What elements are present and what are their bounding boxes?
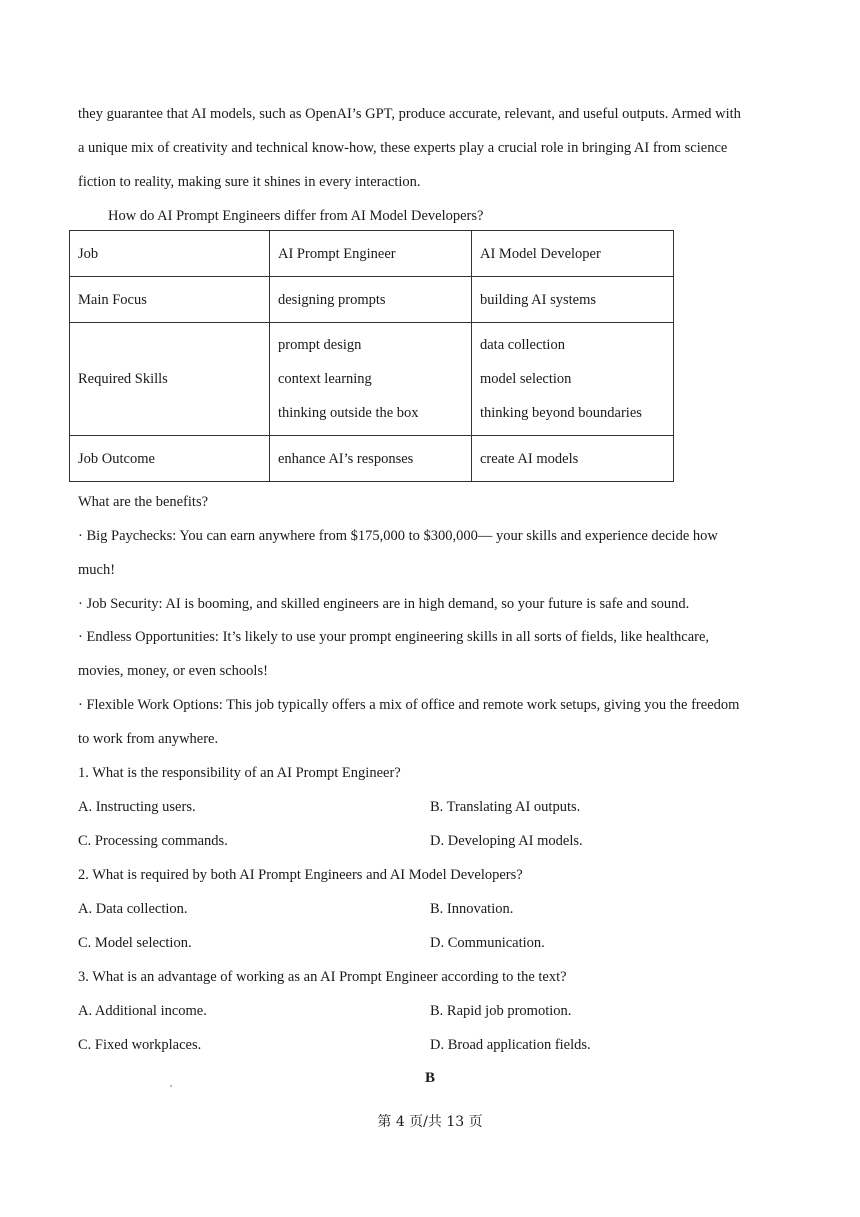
table-row-main-focus bbox=[70, 277, 674, 323]
benefit-item: much! bbox=[78, 562, 116, 578]
option-b: B. Innovation. bbox=[430, 901, 514, 917]
table-cell: create AI models bbox=[472, 436, 674, 482]
table-cell: Required Skills bbox=[70, 323, 270, 436]
scan-speck bbox=[170, 1085, 172, 1087]
question-stem: 1. What is the responsibility of an AI Prompt Engineer? bbox=[78, 765, 401, 781]
option-c: C. Model selection. bbox=[78, 935, 192, 951]
table-title: How do AI Prompt Engineers differ from AI Model Developers? bbox=[108, 208, 484, 224]
intro-line: a unique mix of creativity and technical know-how, these experts play a crucial role in bringing AI from science bbox=[78, 140, 728, 156]
page-footer: 第 4 页/共 13 页 bbox=[377, 1114, 483, 1130]
option-c: C. Fixed workplaces. bbox=[78, 1037, 202, 1053]
option-d: D. Communication. bbox=[430, 935, 545, 951]
benefits-heading: What are the benefits? bbox=[78, 494, 209, 510]
benefit-item: to work from anywhere. bbox=[78, 731, 219, 747]
table-cell-skills-engineer bbox=[270, 323, 472, 436]
option-a: A. Data collection. bbox=[78, 901, 188, 917]
skill-item: data collection bbox=[480, 337, 565, 353]
table-cell: building AI systems bbox=[472, 277, 674, 323]
question-stem: 2. What is required by both AI Prompt Engineers and AI Model Developers? bbox=[78, 867, 523, 883]
table-row-required-skills bbox=[70, 323, 674, 436]
skill-item: thinking beyond boundaries bbox=[480, 405, 642, 421]
skill-item: model selection bbox=[480, 371, 572, 387]
intro-line: they guarantee that AI models, such as OpenAI’s GPT, produce accurate, relevant, and useful outputs. Armed with bbox=[78, 106, 741, 122]
benefit-item: · Flexible Work Options: This job typically offers a mix of office and remote work setups, giving you the freedom bbox=[78, 697, 740, 713]
benefit-item: · Endless Opportunities: It’s likely to use your prompt engineering skills in all sorts of fields, like healthcare, bbox=[78, 629, 710, 645]
option-c: C. Processing commands. bbox=[78, 833, 228, 849]
benefit-item: · Big Paychecks: You can earn anywhere from $175,000 to $300,000— your skills and experience decide how bbox=[78, 528, 718, 544]
option-d: D. Developing AI models. bbox=[430, 833, 583, 849]
intro-line: fiction to reality, making sure it shines in every interaction. bbox=[78, 174, 421, 190]
option-b: B. Translating AI outputs. bbox=[430, 799, 581, 815]
table-cell: Main Focus bbox=[70, 277, 270, 323]
table-cell: Job Outcome bbox=[70, 436, 270, 482]
comparison-table bbox=[69, 230, 674, 482]
skill-item: context learning bbox=[278, 371, 372, 387]
table-row-job-outcome bbox=[70, 436, 674, 482]
option-a: A. Instructing users. bbox=[78, 799, 196, 815]
skill-item: prompt design bbox=[278, 337, 362, 353]
table-cell-skills-developer bbox=[472, 323, 674, 436]
table-header-row bbox=[70, 231, 674, 277]
table-header-cell: AI Prompt Engineer bbox=[270, 231, 472, 277]
benefit-item: movies, money, or even schools! bbox=[78, 663, 268, 679]
table-cell: designing prompts bbox=[270, 277, 472, 323]
question-stem: 3. What is an advantage of working as an AI Prompt Engineer according to the text? bbox=[78, 969, 567, 985]
option-d: D. Broad application fields. bbox=[430, 1037, 591, 1053]
skill-item: thinking outside the box bbox=[278, 405, 419, 421]
benefit-item: · Job Security: AI is booming, and skilled engineers are in high demand, so your future is safe and sound. bbox=[78, 596, 690, 612]
option-b: B. Rapid job promotion. bbox=[430, 1003, 572, 1019]
section-heading-b: B bbox=[424, 1070, 435, 1086]
table-header-cell: AI Model Developer bbox=[472, 231, 674, 277]
option-a: A. Additional income. bbox=[78, 1003, 207, 1019]
table-header-cell: Job bbox=[70, 231, 270, 277]
table-cell: enhance AI’s responses bbox=[270, 436, 472, 482]
